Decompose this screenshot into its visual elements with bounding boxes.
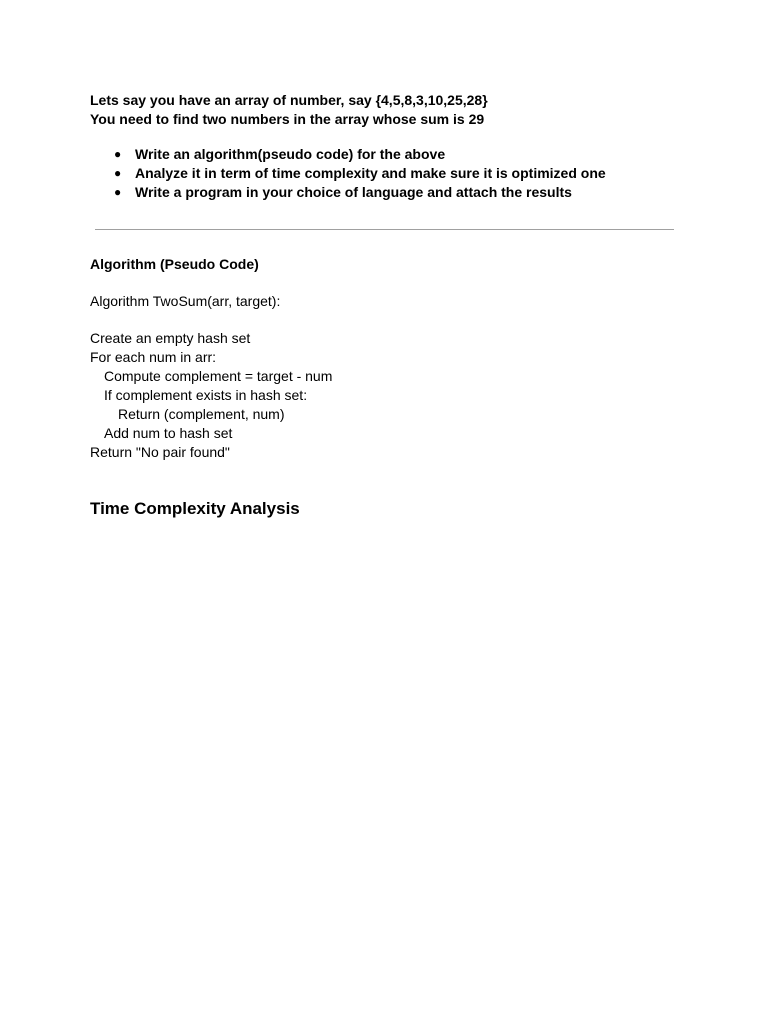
code-line: Add num to hash set — [104, 425, 233, 441]
code-line: Compute complement = target - num — [104, 368, 333, 384]
problem-statement — [90, 91, 680, 202]
list-item — [90, 164, 680, 183]
task-text: Write a program in your choice of language and attach the results — [135, 184, 572, 200]
code-line: For each num in arr: — [90, 349, 217, 365]
code-line: Create an empty hash set — [90, 330, 251, 346]
task-list — [90, 145, 680, 202]
list-item — [90, 183, 680, 202]
list-item — [90, 145, 680, 164]
algorithm-section — [90, 255, 680, 462]
code-line: If complement exists in hash set: — [104, 387, 308, 403]
pseudo-code-block — [90, 329, 680, 462]
algorithm-heading: Algorithm (Pseudo Code) — [90, 256, 259, 272]
algorithm-signature: Algorithm TwoSum(arr, target): — [90, 293, 281, 309]
time-complexity-heading: Time Complexity Analysis — [90, 499, 300, 518]
task-text: Analyze it in term of time complexity and make sure it is optimized one — [135, 165, 606, 181]
task-text: Write an algorithm(pseudo code) for the above — [135, 146, 446, 162]
bullet-icon: ● — [114, 166, 122, 180]
bullet-icon: ● — [114, 185, 122, 199]
code-line: Return "No pair found" — [90, 444, 230, 460]
code-line: Return (complement, num) — [118, 406, 285, 422]
horizontal-divider — [95, 229, 674, 230]
bullet-icon: ● — [114, 147, 122, 161]
problem-line-array: Lets say you have an array of number, say {4,5,8,3,10,25,28} — [90, 92, 488, 108]
problem-line-target-sum: You need to find two numbers in the array whose sum is 29 — [90, 111, 485, 127]
